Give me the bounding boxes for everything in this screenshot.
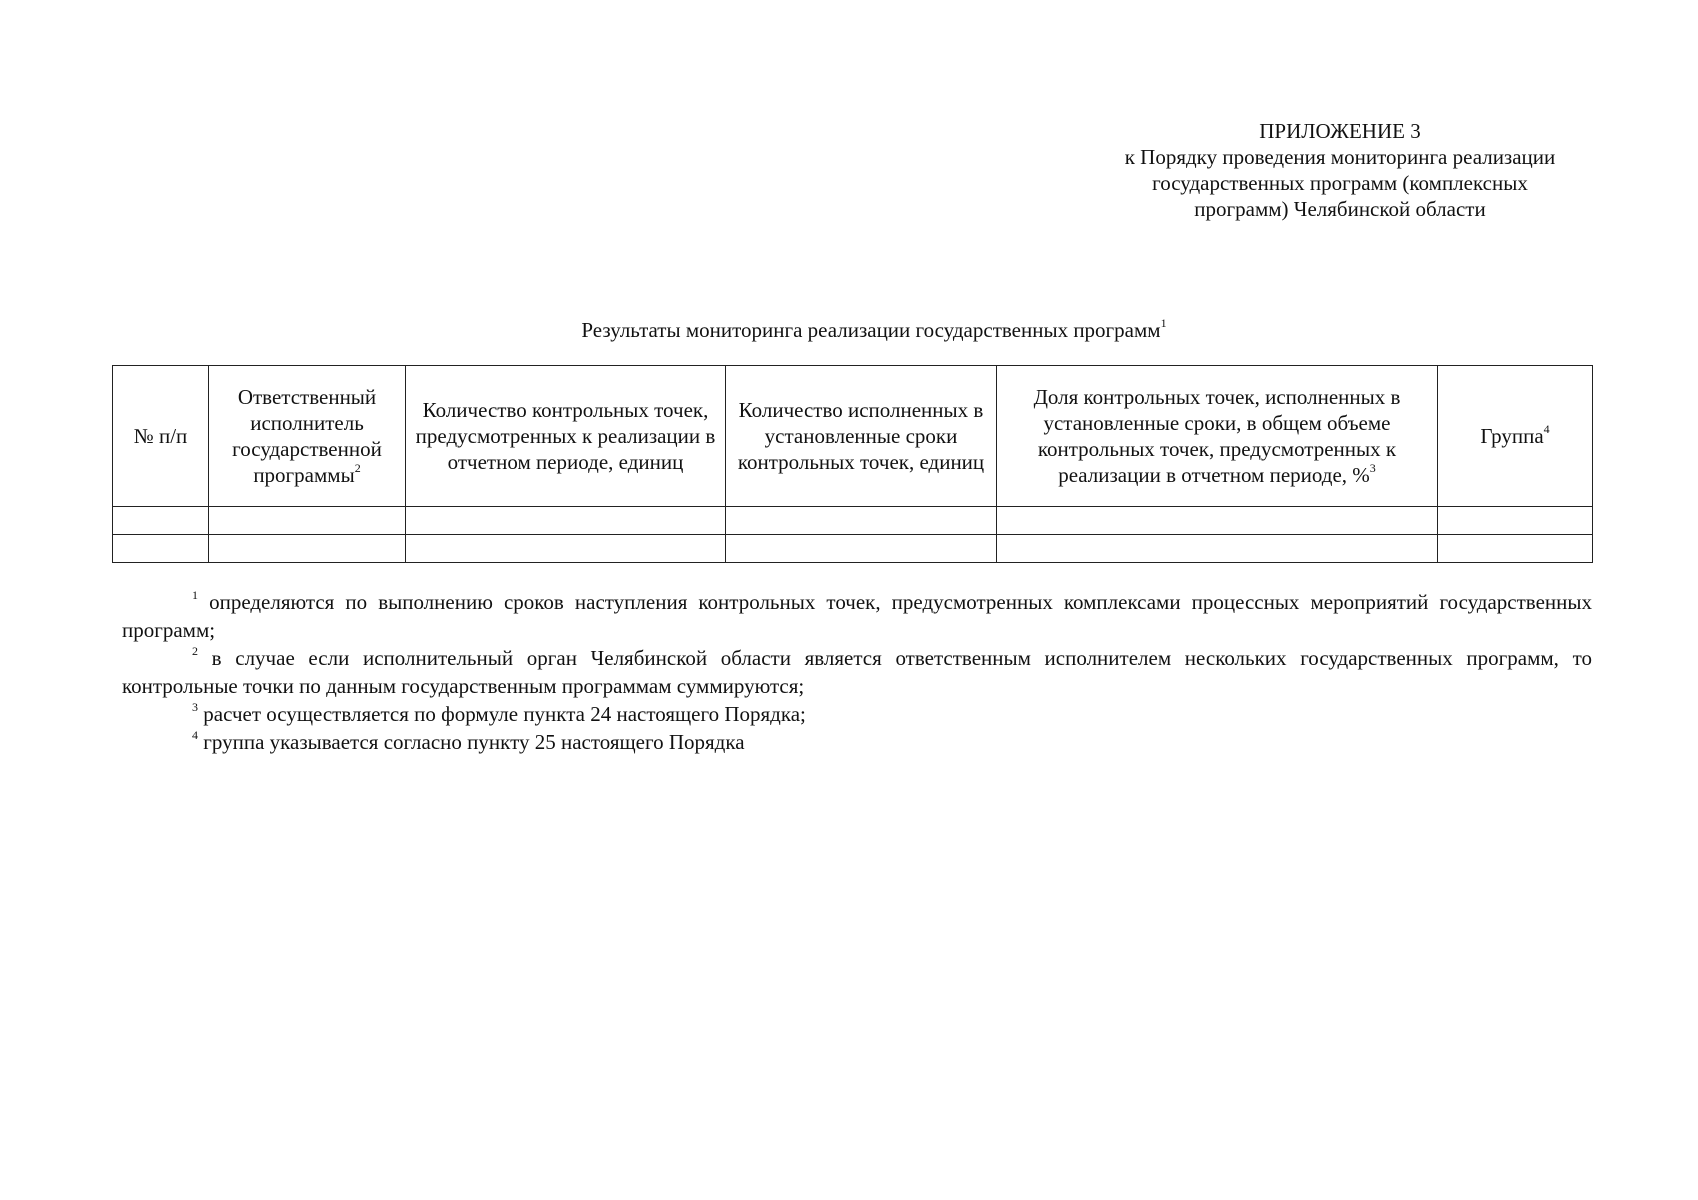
header-planned-checkpoints: Количество контрольных точек, предусмотренных к реализации в отчетном периоде, единиц [406, 366, 726, 507]
document-title-text: Результаты мониторинга реализации государственных программ [581, 318, 1161, 342]
header-number: № п/п [113, 366, 209, 507]
table-cell [726, 507, 997, 535]
table-cell [1438, 535, 1593, 563]
header-group: Группа$^4$ [1438, 366, 1593, 507]
footnote-item [122, 700, 1592, 728]
footnote-item [122, 728, 1592, 756]
table-cell [997, 535, 1438, 563]
table-row [113, 535, 1593, 563]
footnotes [122, 588, 1592, 756]
appendix-header [1080, 118, 1600, 222]
footnote-item [122, 644, 1592, 700]
table-header-row [113, 366, 1593, 507]
footnote-number: 3 [192, 700, 198, 714]
header-footnote-ref: 4 [1543, 422, 1550, 436]
footnote-item [122, 588, 1592, 644]
header-completed-checkpoints: Количество исполненных в установленные сроки контрольных точек, единиц [726, 366, 997, 507]
table-cell [406, 507, 726, 535]
appendix-number: ПРИЛОЖЕНИЕ 3 [1259, 119, 1421, 143]
table-cell [997, 507, 1438, 535]
table-cell [406, 535, 726, 563]
table-cell [113, 535, 209, 563]
footnote-text: группа указывается согласно пункту 25 настоящего Порядка [203, 730, 745, 754]
table-cell [113, 507, 209, 535]
table-cell [1438, 507, 1593, 535]
footnote-number: 1 [192, 588, 198, 602]
header-responsible-executor: Ответственный исполнитель государственной программы$^2$ [209, 366, 406, 507]
footnote-text: определяются по выполнению сроков наступления контрольных точек, предусмотренных комплексами процессных мероприятий государственных программ; [122, 590, 1592, 642]
document-title [0, 310, 1698, 343]
footnote-number: 2 [192, 644, 198, 658]
table-cell [209, 507, 406, 535]
footnote-number: 4 [192, 728, 198, 742]
header-footnote-ref: 2 [354, 461, 361, 475]
table-row [113, 507, 1593, 535]
footnote-text: расчет осуществляется по формуле пункта 24 настоящего Порядка; [203, 702, 806, 726]
header-completion-share: Доля контрольных точек, исполненных в установленные сроки, в общем объеме контрольных точек, предусмотренных к реализации в отчетном периоде, %$^3$ [997, 366, 1438, 507]
monitoring-results-table [112, 365, 1593, 563]
appendix-reference-line-1: к Порядку проведения мониторинга реализации [1124, 145, 1556, 169]
table-cell [209, 535, 406, 563]
appendix-reference-line-2: государственных программ (комплексных [1152, 171, 1528, 195]
document-title-footnote-ref: 1 [1160, 316, 1167, 330]
header-footnote-ref: 3 [1369, 461, 1376, 475]
table-cell [726, 535, 997, 563]
footnote-text: в случае если исполнительный орган Челябинской области является ответственным исполнителем нескольких государственных программ, то контрольные точки по данным государственным программам суммируются; [122, 646, 1592, 698]
appendix-reference-line-3: программ) Челябинской области [1194, 197, 1486, 221]
